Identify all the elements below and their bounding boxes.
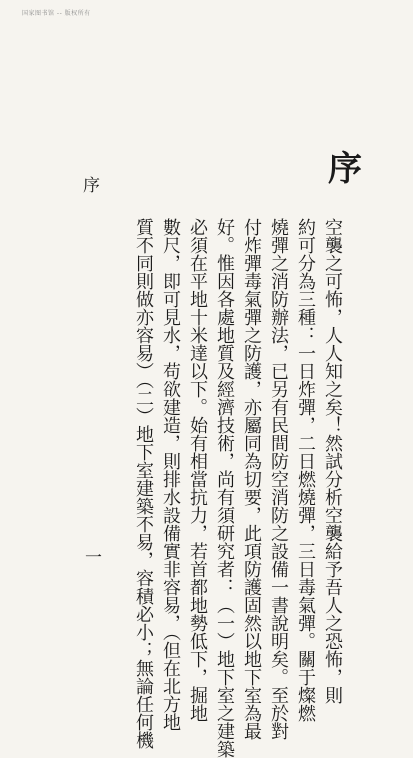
text-column-4: 付炸彈毒氣彈之防護，亦屬同為切要，此項防護固然以地下室為最 (241, 218, 262, 740)
page-number: 一 (81, 548, 101, 565)
watermark: 国家图书馆 -- 版权所有 (22, 10, 91, 17)
text-column-6: 必須在平地十米達以下。始有相當抗力，若首都地勢低下，掘地 (187, 218, 208, 722)
text-column-3: 燒彈之消防辦法，已另有民間防空消防之設備一書說明矣。至於對 (268, 218, 289, 740)
text-column-7: 數尺，即可見水，苟欲建造，則排水設備實非容易，（但在北方地 (160, 218, 181, 731)
text-column-2: 約可分為三種：一日炸彈，二日燃燒彈，三日毒氣彈。關于燦燃 (295, 218, 316, 722)
text-column-8: 質不同則做亦容易）（二）地下室建築不易，容積必小；無論任何機 (133, 218, 154, 749)
running-title: 序 (79, 176, 99, 193)
text-column-1: 空襲之可怖，人人知之矣！然試分析空襲給予吾人之恐怖，則 (322, 218, 343, 704)
text-column-5: 好。惟因各處地質及經濟技術，尚有須研究者：（一）地下室之建築 (214, 218, 235, 758)
page-title: 序 (328, 149, 362, 189)
